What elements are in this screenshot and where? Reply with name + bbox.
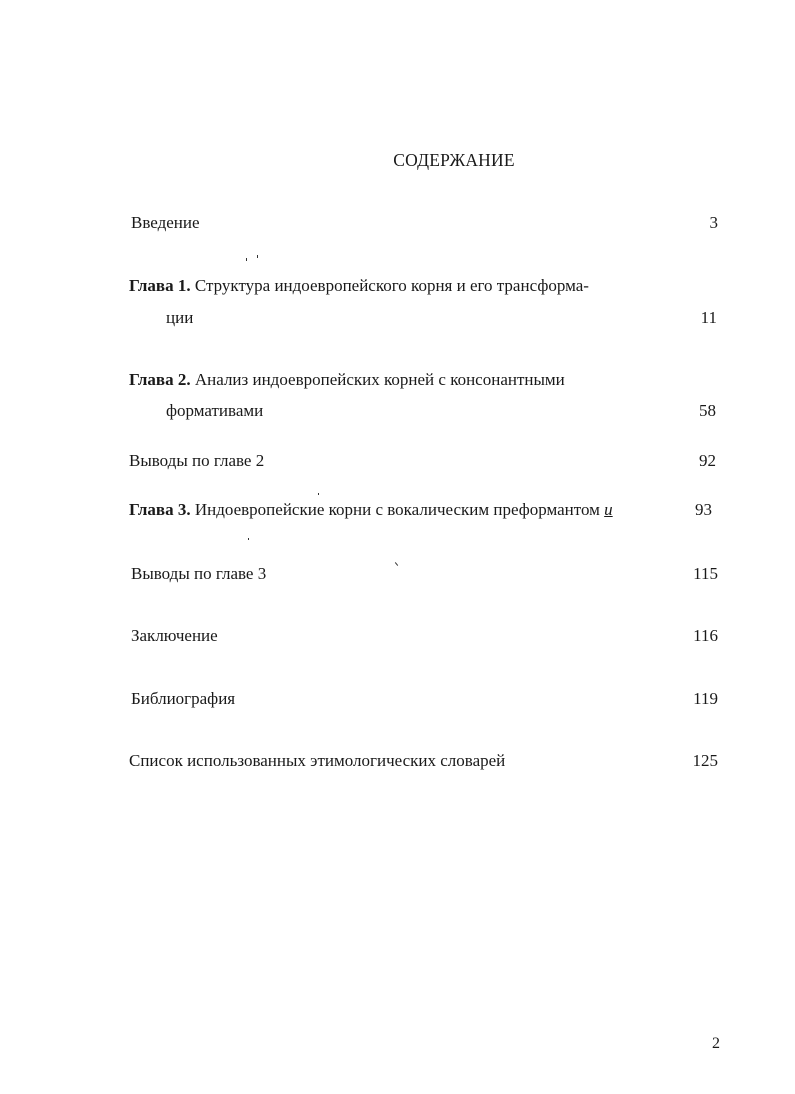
chapter1-prefix: Глава 1. <box>129 276 191 295</box>
toc-entry-chapter3-line1 <box>129 500 613 520</box>
toc-entry-chapter1-page: 11 <box>700 308 717 327</box>
scan-speck <box>248 538 249 540</box>
toc-entry-conclusions3-label: Выводы по главе 3 <box>131 564 267 583</box>
toc-entry-intro-page: 3 <box>709 213 718 232</box>
scan-speck <box>395 562 398 566</box>
scan-speck <box>257 255 258 258</box>
chapter3-prefix: Глава 3. <box>129 500 191 519</box>
chapter2-title-line1: Анализ индоевропейских корней с консонантными <box>190 370 565 389</box>
chapter3-title-line1: Индоевропейские корни с вокалическим преформантом <box>190 500 605 519</box>
toc-entry-dictionaries-label: Список использованных этимологических словарей <box>129 751 506 770</box>
toc-entry-chapter1-line2: ции <box>166 308 194 327</box>
toc-entry-conclusions3-page: 115 <box>693 564 718 583</box>
toc-entry-conclusion-page: 116 <box>693 626 718 645</box>
toc-entry-chapter2-line2: формативами <box>166 401 264 420</box>
toc-entry-chapter2-line1 <box>129 370 565 390</box>
toc-entry-chapter1-line1 <box>129 276 589 296</box>
chapter1-title-line1: Структура индоевропейского корня и его трансформа- <box>190 276 589 295</box>
chapter2-prefix: Глава 2. <box>129 370 191 389</box>
toc-entry-bibliography-page: 119 <box>693 689 718 708</box>
scan-speck <box>318 493 319 495</box>
toc-entry-chapter3-page: 93 <box>695 500 712 519</box>
scan-speck <box>246 258 247 261</box>
toc-entry-intro-label: Введение <box>131 213 200 232</box>
toc-entry-conclusion-label: Заключение <box>131 626 218 645</box>
toc-entry-chapter2-page: 58 <box>699 401 716 420</box>
toc-entry-bibliography-label: Библиография <box>131 689 236 708</box>
toc-entry-dictionaries-page: 125 <box>692 751 718 770</box>
toc-entry-conclusions2-label: Выводы по главе 2 <box>129 451 265 470</box>
page-number: 2 <box>712 1035 720 1052</box>
toc-entry-conclusions2-page: 92 <box>699 451 716 470</box>
chapter3-formant: u <box>604 500 613 519</box>
page-title: СОДЕРЖАНИЕ <box>393 150 515 170</box>
